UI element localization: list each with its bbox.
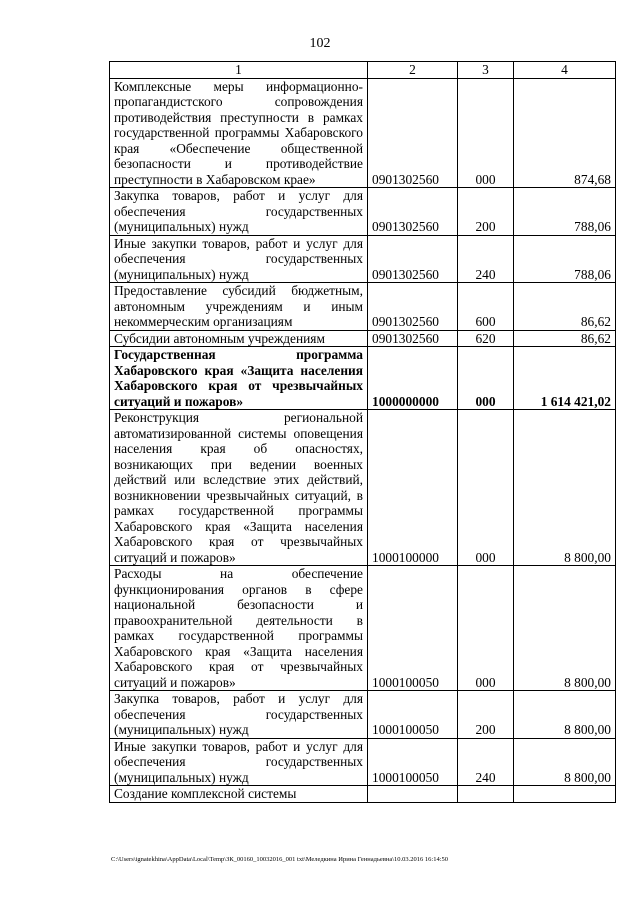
row-name-cell: Иные закупки товаров, работ и услуг для обеспечения государственных (муниципальных) нужд — [110, 738, 368, 786]
column-header-type: 3 — [458, 62, 514, 79]
page-number: 102 — [309, 36, 331, 51]
row-code-cell: 1000100050 — [368, 691, 458, 739]
table-body — [110, 78, 616, 802]
row-type-cell: 000 — [458, 347, 514, 410]
row-name-cell: Создание комплексной системы — [110, 786, 368, 803]
column-header-code: 2 — [368, 62, 458, 79]
row-code-cell: 0901302560 — [368, 283, 458, 331]
table-row — [110, 78, 616, 188]
table-row — [110, 330, 616, 347]
table-header-row — [110, 62, 616, 79]
table-row — [110, 283, 616, 331]
row-type-cell: 000 — [458, 78, 514, 188]
row-type-cell — [458, 786, 514, 803]
table-row — [110, 188, 616, 236]
row-name-cell: Закупка товаров, работ и услуг для обеспечения государственных (муниципальных) нужд — [110, 691, 368, 739]
row-name-cell: Комплексные меры информационно-пропагандистского сопровождения противодействия преступности в рамках государственной программы Хабаровского края «Обеспечение общественной безопасности и противодействие преступности в Хабаровском крае» — [110, 78, 368, 188]
row-sum-cell: 86,62 — [514, 283, 616, 331]
row-name-cell: Закупка товаров, работ и услуг для обеспечения государственных (муниципальных) нужд — [110, 188, 368, 236]
table-row — [110, 347, 616, 410]
row-sum-cell: 8 800,00 — [514, 738, 616, 786]
table-row — [110, 235, 616, 283]
table-row — [110, 566, 616, 691]
table-row — [110, 410, 616, 566]
row-name-cell: Реконструкция региональной автоматизированной системы оповещения населения края об опасностях, возникающих при ведении военных действий или вследствие этих действий, возникновении чрезвычайных ситуаций, в рамках государственной программы Хабаровского края «Защита населения Хабаровского края от чрезвычайных ситуаций и пожаров» — [110, 410, 368, 566]
row-code-cell: 1000100050 — [368, 738, 458, 786]
row-type-cell: 200 — [458, 691, 514, 739]
file-path-footer: C:\Users\ignatekhina\AppData\Local\Temp\ЗК_00160_10032016_001 txt\Меледкина Ирина Геннадьевна\10.03.2016 16:14:50 — [111, 856, 449, 863]
row-name-cell: Государственная программа Хабаровского края «Защита населения Хабаровского края от чрезвычайных ситуаций и пожаров» — [110, 347, 368, 410]
row-type-cell: 240 — [458, 738, 514, 786]
row-sum-cell: 788,06 — [514, 188, 616, 236]
row-code-cell — [368, 786, 458, 803]
row-name-cell: Расходы на обеспечение функционирования органов в сфере национальной безопасности и правоохранительной деятельности в рамках государственной программы Хабаровского края «Защита населения Хабаровского края от чрезвычайных ситуаций и пожаров» — [110, 566, 368, 691]
table-row — [110, 786, 616, 803]
row-sum-cell: 874,68 — [514, 78, 616, 188]
row-code-cell: 1000000000 — [368, 347, 458, 410]
row-type-cell: 200 — [458, 188, 514, 236]
table-row — [110, 738, 616, 786]
budget-table — [109, 61, 616, 803]
row-sum-cell: 1 614 421,02 — [514, 347, 616, 410]
row-sum-cell: 788,06 — [514, 235, 616, 283]
row-code-cell: 0901302560 — [368, 235, 458, 283]
row-sum-cell: 8 800,00 — [514, 566, 616, 691]
row-type-cell: 240 — [458, 235, 514, 283]
row-code-cell: 0901302560 — [368, 78, 458, 188]
row-code-cell: 0901302560 — [368, 188, 458, 236]
row-code-cell: 1000100000 — [368, 410, 458, 566]
row-sum-cell: 8 800,00 — [514, 691, 616, 739]
row-name-cell: Субсидии автономным учреждениям — [110, 330, 368, 347]
row-type-cell: 600 — [458, 283, 514, 331]
row-name-cell: Иные закупки товаров, работ и услуг для обеспечения государственных (муниципальных) нужд — [110, 235, 368, 283]
row-sum-cell: 8 800,00 — [514, 410, 616, 566]
row-type-cell: 000 — [458, 410, 514, 566]
row-type-cell: 000 — [458, 566, 514, 691]
row-type-cell: 620 — [458, 330, 514, 347]
column-header-sum: 4 — [514, 62, 616, 79]
table-row — [110, 691, 616, 739]
column-header-name: 1 — [110, 62, 368, 79]
row-sum-cell — [514, 786, 616, 803]
row-name-cell: Предоставление субсидий бюджетным, автономным учреждениям и иным некоммерческим организациям — [110, 283, 368, 331]
row-code-cell: 1000100050 — [368, 566, 458, 691]
row-sum-cell: 86,62 — [514, 330, 616, 347]
row-code-cell: 0901302560 — [368, 330, 458, 347]
